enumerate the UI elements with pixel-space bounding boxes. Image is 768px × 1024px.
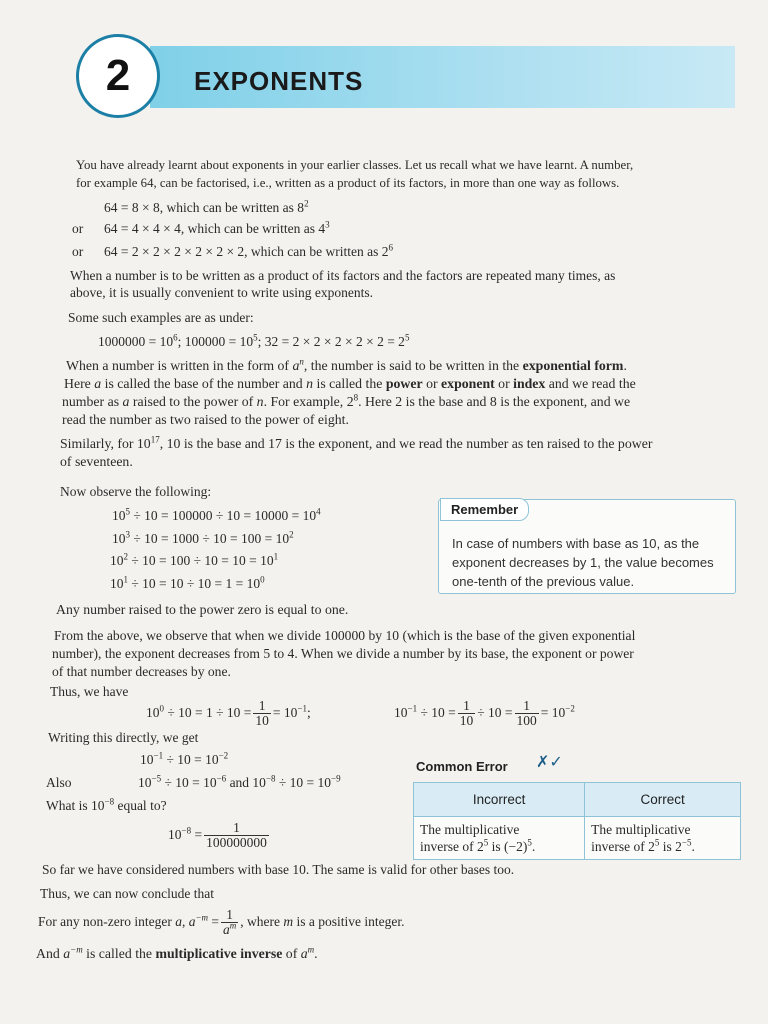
observe-para-line-2: number), the exponent decreases from 5 to 4. When we divide a number by its base, the exponent or power	[52, 646, 634, 661]
similarly-line-1: Similarly, for $10^{17}$, 10 is the base and 17 is the exponent, and we read the number as ten raised to the power	[60, 434, 653, 451]
observe-row: $10^5 \div 10 = 100000 \div 10 = 10000 = 10^4$	[112, 506, 321, 523]
zero-power-rule: Any number raised to the power zero is equal to one.	[56, 602, 349, 617]
conclude-line: Thus, we can now conclude that	[40, 886, 214, 901]
observe-para-line-3: of that number decreases by one.	[52, 664, 231, 679]
or-label: or	[72, 244, 84, 259]
remember-text: In case of numbers with base as 10, as the exponent decreases by 1, the value becomes one-tenth of the previous value.	[452, 536, 714, 589]
similarly-line-2: of seventeen.	[60, 454, 133, 469]
what-question: What is $10^{-8}$ equal to?	[46, 796, 167, 813]
para-2-line-1: When a number is to be written as a product of its factors and the factors are repeated many times, as	[70, 268, 616, 283]
chapter-number-badge	[76, 34, 160, 118]
equation-64-8x8: 64 = 8 × 8, which can be written as $8^2$	[104, 198, 309, 215]
cell-incorrect: The multiplicative inverse of $2^5$ is $(-2)^5$.	[414, 817, 585, 860]
also-label: Also	[46, 775, 72, 790]
common-error-title: Common Error	[416, 759, 508, 774]
exp-form-line-2: Here a is called the base of the number and n is called the power or exponent or index and we read the	[64, 376, 636, 391]
general-rule: For any non-zero integer a, $a^{-m}$ = $\frac{1}{a^m}$ , where m is a positive integer.	[38, 907, 405, 938]
equation-also: $10^{-5} \div 10 = 10^{-6}$ and $10^{-8} \div 10 = 10^{-9}$	[138, 773, 341, 790]
equation-10-neg1-divided: $10^{-1} \div 10$ = $\frac{1}{10}$ ÷ 10 = $\frac{1}{100}$ = $10^{-2}$	[394, 698, 575, 729]
or-label: or	[72, 221, 84, 236]
chapter-number: 2	[105, 51, 131, 100]
observe-intro: Now observe the following:	[60, 484, 212, 499]
intro-line-2: for example 64, can be factorised, i.e., written as a product of its factors, in more than one way as follows.	[76, 176, 620, 190]
chapter-title: EXPONENTS	[194, 66, 364, 96]
writing-directly: Writing this directly, we get	[48, 730, 199, 745]
multiplicative-inverse-def: And $a^{-m}$ is called the multiplicative inverse of $a^m$.	[36, 944, 318, 961]
so-far-line: So far we have considered numbers with base 10. The same is valid for other bases too.	[42, 862, 515, 877]
examples-line: $1000000 = 10^6$; $100000 = 10^5$; $32 = 2 \times 2 \times 2 \times 2 \times 2 = 2^5$	[98, 332, 410, 349]
exp-form-line-1: When a number is written in the form of $a^n$, the number is said to be written in the exponential form.	[66, 356, 627, 373]
exp-form-line-3: number as a raised to the power of n. For example, $2^8$. Here 2 is the base and 8 is the exponent, and we	[62, 392, 631, 409]
observe-row: $10^2 \div 10 = 100 \div 10 = 10 = 10^1$	[110, 551, 279, 568]
exp-form-line-4: read the number as two raised to the power of eight.	[62, 412, 349, 427]
thus-label: Thus, we have	[50, 684, 129, 699]
remember-tag: Remember	[440, 498, 529, 521]
observe-para-line-1: From the above, we observe that when we divide 100000 by 10 (which is the base of the given exponential	[54, 628, 636, 643]
observe-row: $10^1 \div 10 = 10 \div 10 = 1 = 10^0$	[110, 574, 265, 591]
para-2-line-2: above, it is usually convenient to write using exponents.	[70, 285, 373, 300]
equation-answer: $10^{-8}$ = $\frac{1}{100000000}$	[168, 820, 267, 851]
equation-64-4x4x4: 64 = 4 × 4 × 4, which can be written as $4^3$	[104, 219, 330, 236]
equation-10-0-divided: $10^0 \div 10 = 1 \div 10$ = $\frac{1}{10}$ = $10^{-1}$;	[146, 698, 311, 729]
cross-check-icon: ✗✓	[536, 752, 563, 771]
header-incorrect: Incorrect	[414, 783, 585, 817]
equation-64-2-powers: 64 = 2 × 2 × 2 × 2 × 2 × 2, which can be written as $2^6$	[104, 242, 394, 259]
observe-row: $10^3 \div 10 = 1000 \div 10 = 100 = 10^2$	[112, 529, 294, 546]
equation-direct: $10^{-1} \div 10 = 10^{-2}$	[140, 750, 229, 767]
common-error-table	[413, 782, 741, 860]
intro-line-1: You have already learnt about exponents in your earlier classes. Let us recall what we have learnt. A number,	[76, 158, 634, 172]
header-correct: Correct	[585, 783, 741, 817]
examples-heading: Some such examples are as under:	[68, 310, 254, 325]
cell-correct: The multiplicative inverse of $2^5$ is $2^{-5}$.	[585, 817, 741, 860]
